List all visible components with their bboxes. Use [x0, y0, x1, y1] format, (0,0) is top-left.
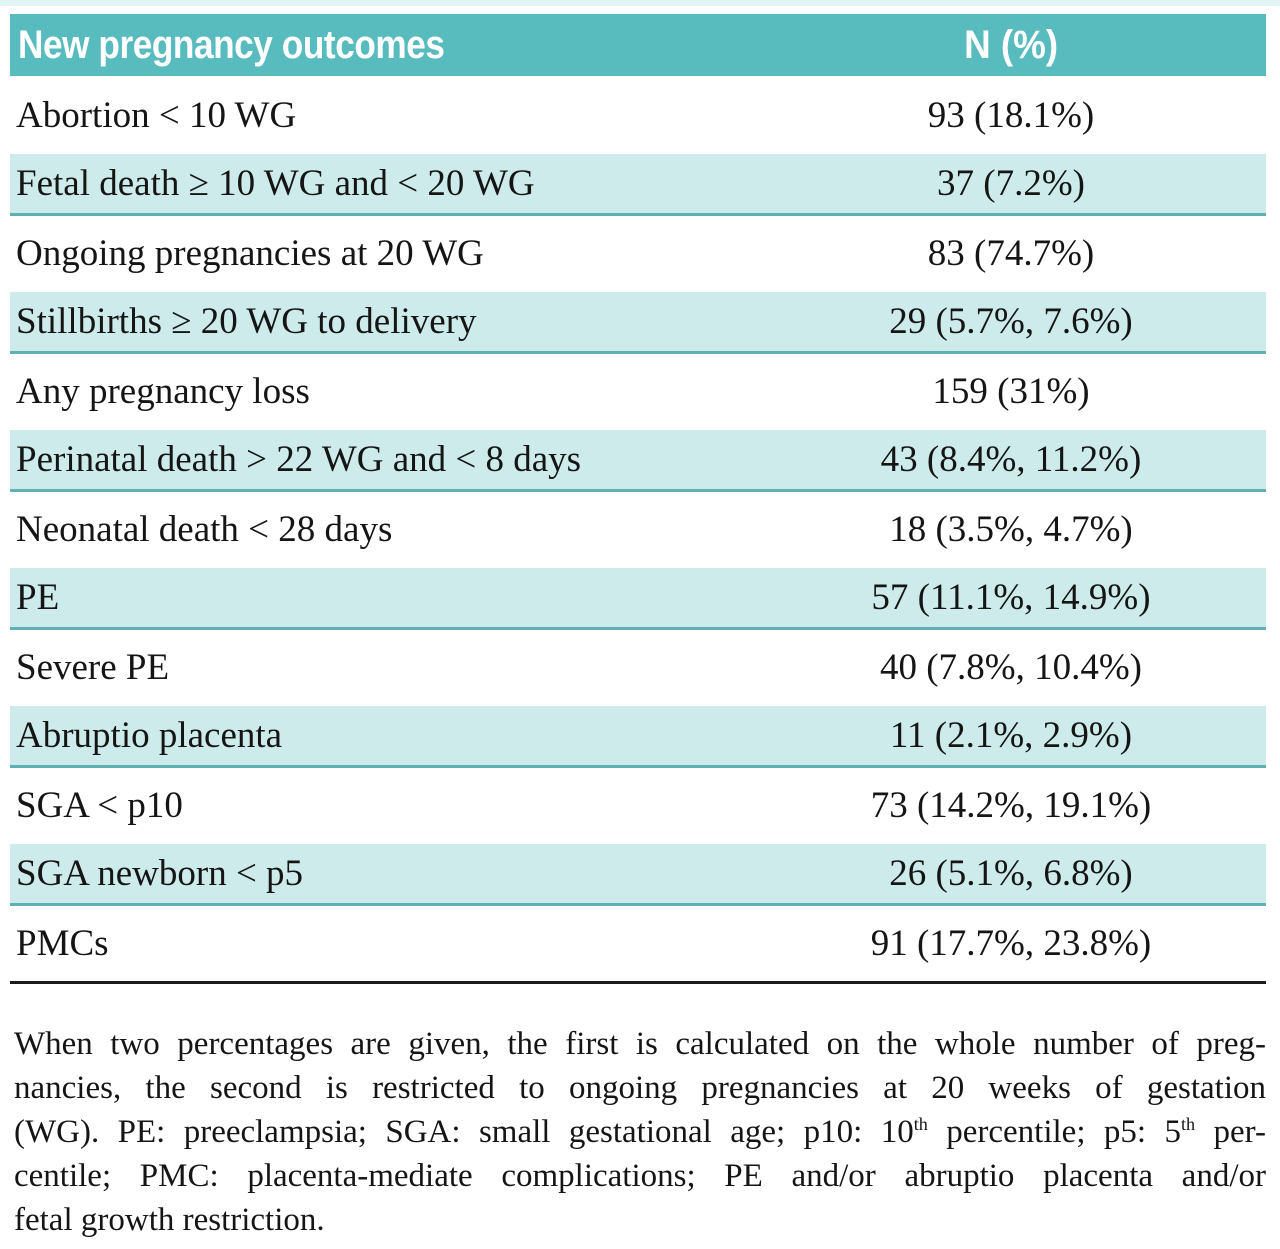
table-row — [10, 844, 1266, 904]
row-value: 29 (5.7%, 7.6%) — [756, 292, 1266, 352]
row-value: 83 (74.7%) — [927, 233, 1095, 275]
table-row — [10, 568, 1266, 628]
pregnancy-outcomes-table — [10, 14, 1266, 984]
column-header-n-percent — [756, 14, 1266, 76]
footnote-line-3-a: (WG). PE: preeclampsia; SGA: small gestational age; p10: 10 — [14, 1113, 914, 1150]
table-row — [10, 76, 1266, 154]
footnote-line-5: fetal growth restriction. — [14, 1201, 325, 1238]
footnote-line-1: When two percentages are given, the first is calculated on the whole number of preg- — [14, 1025, 1266, 1062]
column-header-n-percent-label: N (%) — [963, 22, 1059, 67]
row-value: 159 (31%) — [932, 371, 1090, 413]
row-value: 43 (8.4%, 11.2%) — [756, 430, 1266, 490]
row-value: 40 (7.8%, 10.4%) — [879, 647, 1143, 689]
footnote-line-3 — [14, 1110, 1266, 1154]
row-label: Abruptio placenta — [10, 706, 756, 766]
row-label: PE — [10, 568, 756, 628]
ordinal-superscript: th — [1181, 1113, 1196, 1134]
row-value: 57 (11.1%, 14.9%) — [756, 568, 1266, 628]
table-row — [10, 352, 1266, 430]
row-label: Severe PE — [16, 647, 170, 689]
row-label: Neonatal death < 28 days — [16, 509, 393, 551]
row-label: Stillbirths ≥ 20 WG to delivery — [10, 292, 756, 352]
table-row — [10, 214, 1266, 292]
table-row — [10, 154, 1266, 214]
footnote-line-3-b: percentile; p5: 5 — [927, 1113, 1181, 1150]
column-header-outcomes — [10, 14, 756, 76]
footnote-line-4: centile; PMC: placenta-mediate complications; PE and/or abruptio placenta and/or — [14, 1157, 1266, 1194]
row-label: Fetal death ≥ 10 WG and < 20 WG — [10, 154, 756, 214]
footnote-line-3-c: per- — [1195, 1113, 1267, 1150]
row-value: 11 (2.1%, 2.9%) — [756, 706, 1266, 766]
table-footnote — [10, 1022, 1266, 1242]
row-label: Ongoing pregnancies at 20 WG — [16, 233, 484, 275]
row-value: 18 (3.5%, 4.7%) — [889, 509, 1133, 551]
row-label: Abortion < 10 WG — [16, 94, 297, 136]
top-gap — [0, 6, 1280, 14]
footnote-line-2: nancies, the second is restricted to ongoing pregnancies at 20 weeks of gestation — [14, 1069, 1266, 1106]
column-header-outcomes-label: New pregnancy outcomes — [18, 22, 445, 67]
table-header-row — [10, 14, 1266, 76]
table-row — [10, 904, 1266, 982]
row-value: 93 (18.1%) — [927, 94, 1095, 136]
row-value: 91 (17.7%, 23.8%) — [870, 922, 1152, 964]
row-value: 26 (5.1%, 6.8%) — [756, 844, 1266, 904]
row-label: SGA < p10 — [16, 785, 183, 827]
row-value: 73 (14.2%, 19.1%) — [870, 785, 1152, 827]
row-label: Perinatal death > 22 WG and < 8 days — [10, 430, 756, 490]
table-row — [10, 292, 1266, 352]
table-row — [10, 490, 1266, 568]
row-value: 37 (7.2%) — [756, 154, 1266, 214]
ordinal-superscript: th — [913, 1113, 928, 1134]
table-row — [10, 766, 1266, 844]
row-label: SGA newborn < p5 — [10, 844, 756, 904]
table-row — [10, 628, 1266, 706]
row-label: Any pregnancy loss — [16, 371, 310, 413]
table-row — [10, 430, 1266, 490]
table-row — [10, 706, 1266, 766]
row-label: PMCs — [16, 922, 109, 964]
